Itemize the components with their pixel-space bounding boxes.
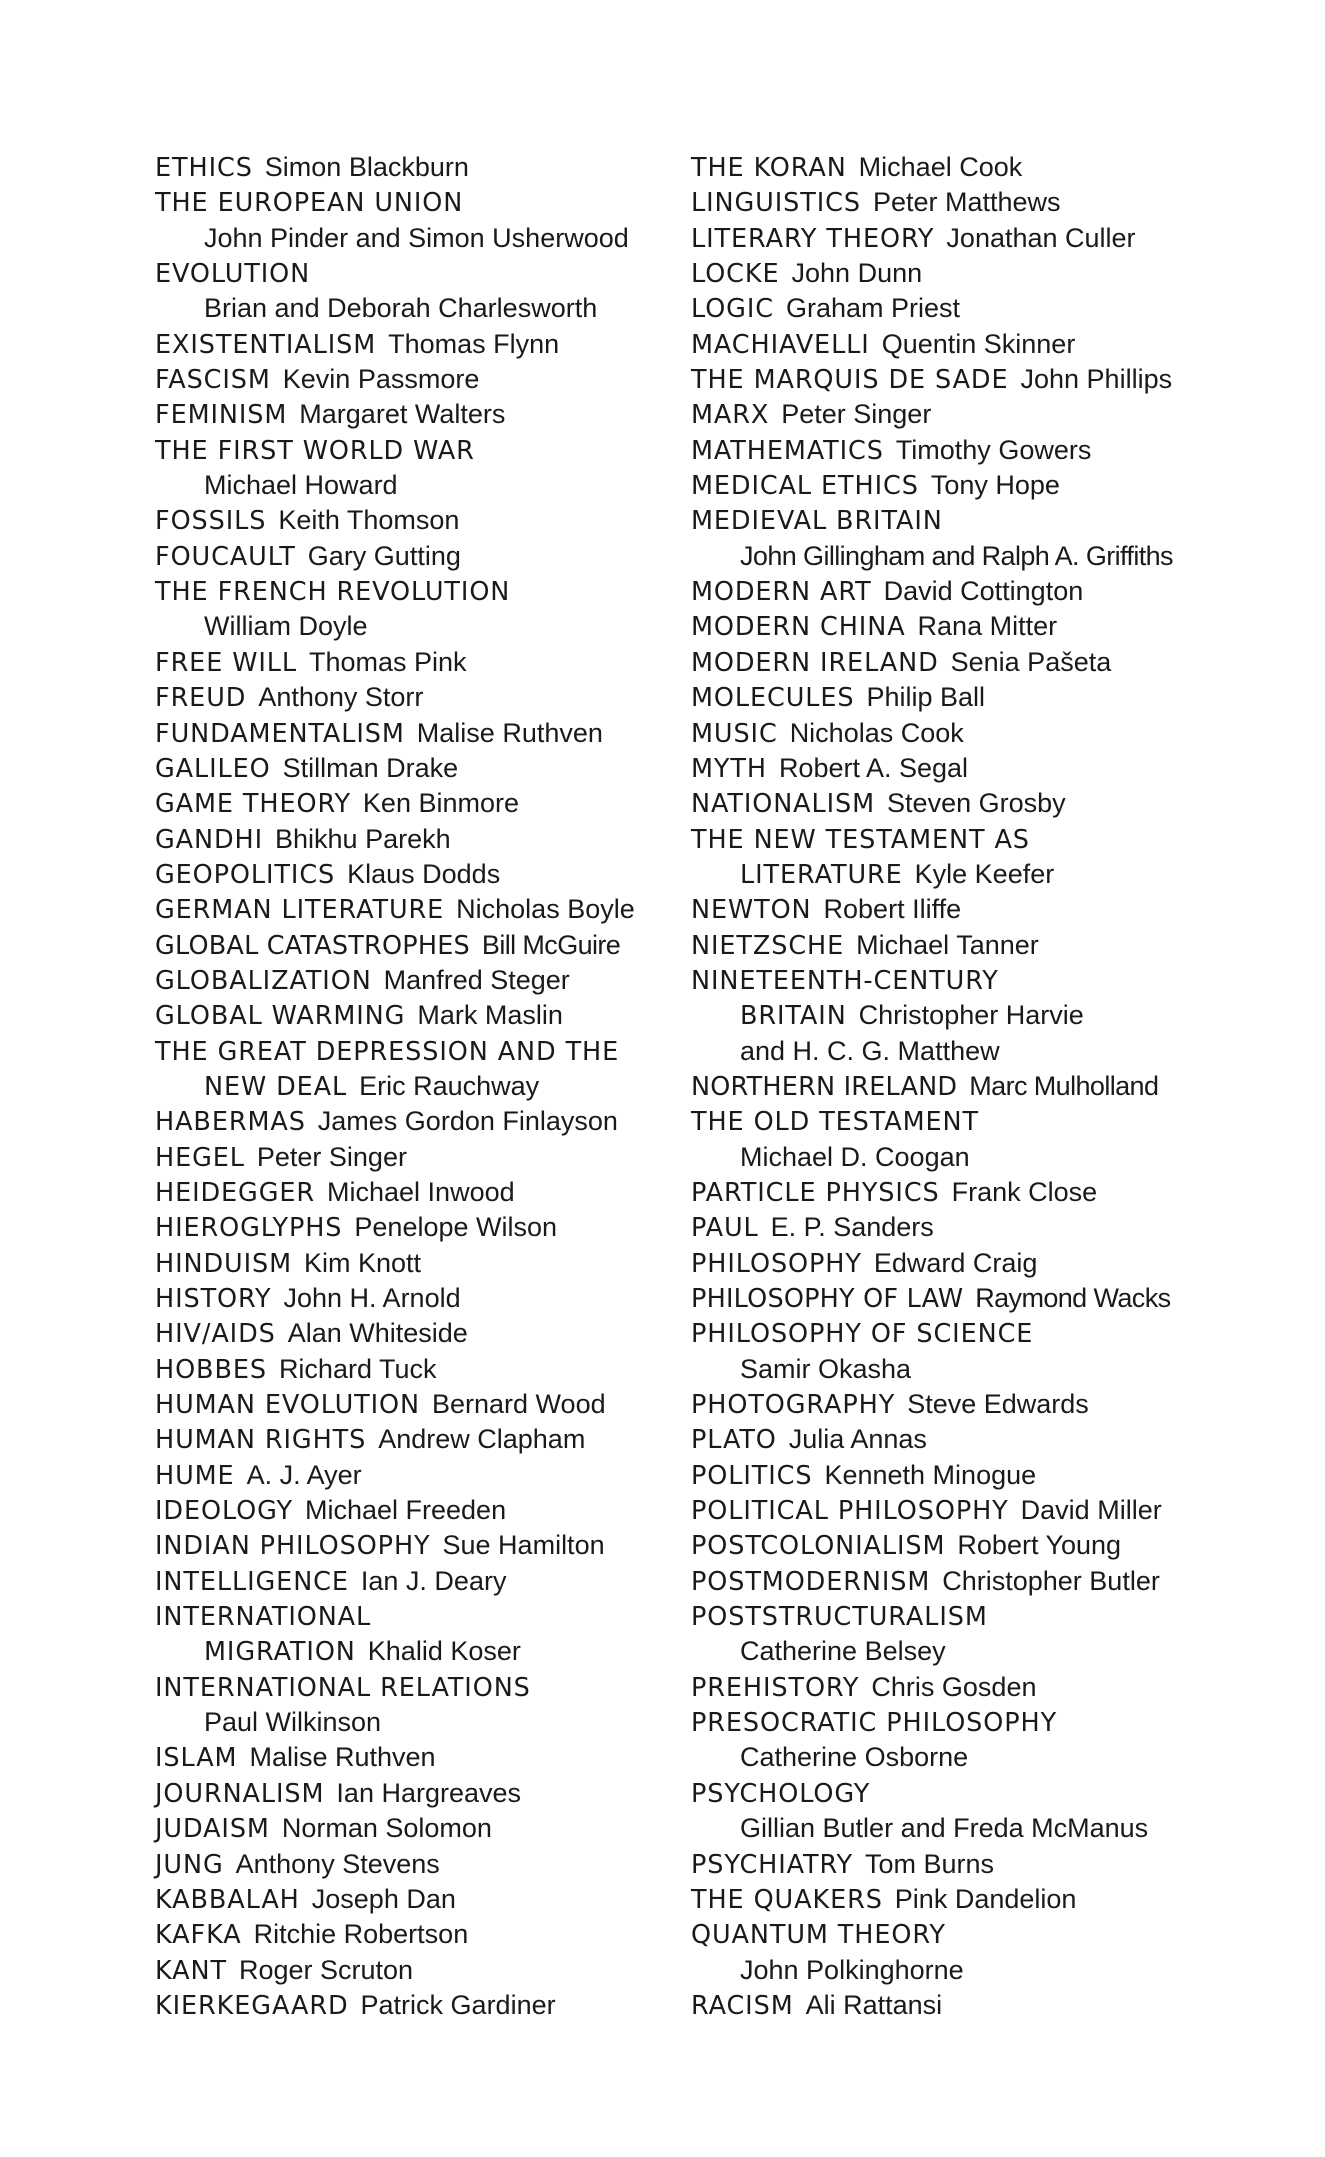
subject-title: FUNDAMENTALISM <box>155 718 405 749</box>
list-item-continuation <box>691 1740 1231 1775</box>
list-item <box>155 256 695 291</box>
subject-title: GEOPOLITICS <box>155 859 336 890</box>
list-item <box>155 822 695 857</box>
subject-title: INDIAN PHILOSOPHY <box>155 1531 431 1562</box>
subject-title: GERMAN LITERATURE <box>155 895 445 926</box>
list-item <box>155 1104 695 1139</box>
list-item <box>155 1599 695 1634</box>
list-item <box>155 963 695 998</box>
author-name: Tony Hope <box>930 470 1060 501</box>
subject-title: POSTCOLONIALISM <box>691 1531 946 1562</box>
subject-title: MEDIEVAL BRITAIN <box>691 506 943 537</box>
subject-title: FASCISM <box>155 365 271 396</box>
author-name: Rana Mitter <box>917 611 1058 642</box>
subject-title: INTERNATIONAL <box>155 1602 372 1633</box>
author-name: Nicholas Cook <box>789 717 964 748</box>
list-item-continuation <box>155 1634 695 1669</box>
author-name: Patrick Gardiner <box>360 1989 556 2020</box>
subject-title: THE OLD TESTAMENT <box>691 1107 979 1138</box>
author-name: Malise Ruthven <box>416 717 603 748</box>
author-name: Robert Young <box>957 1530 1122 1561</box>
subject-title: HINDUISM <box>155 1248 292 1279</box>
list-item <box>691 291 1231 326</box>
subject-title: THE NEW TESTAMENT AS <box>691 824 1030 855</box>
subject-title: HUMAN RIGHTS <box>155 1425 367 1456</box>
author-name: Catherine Osborne <box>740 1742 969 1773</box>
subject-title: GLOBALIZATION <box>155 965 372 996</box>
author-name: Simon Blackburn <box>264 152 469 182</box>
subject-title: HABERMAS <box>155 1107 306 1138</box>
list-item <box>691 1776 1231 1811</box>
list-item <box>155 680 695 715</box>
author-name: Bhikhu Parekh <box>275 823 451 854</box>
list-item <box>691 645 1231 680</box>
list-item <box>691 327 1231 362</box>
subject-title: NIETZSCHE <box>691 930 845 961</box>
author-name: Philip Ball <box>866 682 986 713</box>
list-item <box>155 645 695 680</box>
author-name: Tom Burns <box>864 1848 994 1879</box>
author-name: Ian J. Deary <box>360 1565 507 1596</box>
list-item <box>691 892 1231 927</box>
list-item-continuation <box>691 998 1231 1033</box>
subject-title: HIV/AIDS <box>155 1319 276 1350</box>
author-name: Catherine Belsey <box>740 1636 946 1667</box>
list-item-continuation <box>691 1034 1231 1069</box>
author-name: Gary Gutting <box>307 540 461 571</box>
list-item <box>155 1917 695 1952</box>
subject-title: MODERN IRELAND <box>691 647 939 678</box>
author-name: Richard Tuck <box>278 1353 437 1384</box>
list-item <box>155 928 695 963</box>
list-item <box>155 1670 695 1705</box>
subject-title: FREUD <box>155 683 247 714</box>
author-name: Senia Pašeta <box>950 646 1112 677</box>
subject-title: HIEROGLYPHS <box>155 1213 343 1244</box>
list-item-continuation <box>691 1811 1231 1846</box>
list-item <box>691 397 1231 432</box>
list-item <box>691 1422 1231 1457</box>
list-item-continuation <box>155 468 695 503</box>
subject-title: THE EUROPEAN UNION <box>155 188 464 219</box>
list-item <box>691 574 1231 609</box>
list-item <box>691 609 1231 644</box>
author-name: Manfred Steger <box>383 964 570 995</box>
subject-title: FOUCAULT <box>155 541 296 572</box>
subject-title: THE FIRST WORLD WAR <box>155 435 475 466</box>
list-item <box>155 1281 695 1316</box>
author-name: E. P. Sanders <box>770 1212 934 1243</box>
subject-title: PRESOCRATIC PHILOSOPHY <box>691 1708 1058 1739</box>
list-item <box>691 256 1231 291</box>
author-name: Jonathan Culler <box>946 222 1136 253</box>
author-name: Chris Gosden <box>871 1671 1037 1702</box>
subject-title: THE GREAT DEPRESSION AND THE <box>155 1036 620 1067</box>
list-item <box>155 1458 695 1493</box>
subject-title: HEGEL <box>155 1142 245 1173</box>
author-name: Joseph Dan <box>311 1883 456 1914</box>
list-item <box>691 433 1231 468</box>
list-item <box>691 786 1231 821</box>
subject-title: KAFKA <box>155 1920 242 1951</box>
subject-title: GLOBAL CATASTROPHES <box>155 930 470 961</box>
subject-title: POLITICAL PHILOSOPHY <box>691 1496 1009 1527</box>
author-name: Michael Freeden <box>304 1495 507 1526</box>
author-name: Edward Craig <box>873 1247 1038 1278</box>
author-name: David Cottington <box>883 576 1084 607</box>
subject-title: NATIONALISM <box>691 789 876 820</box>
subject-title: HEIDEGGER <box>155 1177 316 1208</box>
list-item <box>155 716 695 751</box>
list-item <box>155 1140 695 1175</box>
subject-title: LINGUISTICS <box>691 188 861 219</box>
list-item <box>691 963 1231 998</box>
author-name: Robert A. Segal <box>778 752 969 783</box>
author-name: Norman Solomon <box>281 1813 492 1844</box>
subject-title: GALILEO <box>155 753 271 784</box>
list-item <box>155 362 695 397</box>
author-name: Alan Whiteside <box>287 1318 468 1349</box>
author-name: Khalid Koser <box>367 1636 521 1667</box>
list-item <box>691 362 1231 397</box>
subject-title: JOURNALISM <box>155 1778 325 1809</box>
list-item <box>155 1528 695 1563</box>
author-name: John H. Arnold <box>283 1283 461 1313</box>
list-item <box>691 680 1231 715</box>
author-name: Gillian Butler and Freda McManus <box>740 1813 1149 1844</box>
list-item <box>155 1740 695 1775</box>
author-name: Keith Thomson <box>278 505 460 536</box>
subject-title: RACISM <box>691 1990 794 2021</box>
list-item <box>691 1458 1231 1493</box>
list-item-continuation <box>691 1352 1231 1387</box>
subject-title: NINETEENTH-CENTURY <box>691 965 999 996</box>
author-name: Peter Singer <box>256 1141 407 1172</box>
subject-title: FREE WILL <box>155 647 297 678</box>
author-name: Ian Hargreaves <box>336 1777 522 1808</box>
list-item <box>155 327 695 362</box>
list-item <box>691 468 1231 503</box>
subject-title: LOGIC <box>691 294 774 325</box>
subject-title: BRITAIN <box>740 1001 847 1032</box>
author-name: Margaret Walters <box>299 399 506 430</box>
author-name: Michael Tanner <box>856 929 1039 960</box>
subject-title: LITERATURE <box>740 859 903 890</box>
author-name: John Pinder and Simon Usherwood <box>204 222 629 253</box>
author-name: Pink Dandelion <box>894 1883 1077 1914</box>
subject-title: ISLAM <box>155 1743 238 1774</box>
subject-title: MEDICAL ETHICS <box>691 471 919 502</box>
author-name: John Dunn <box>791 258 923 289</box>
list-item <box>155 397 695 432</box>
author-name: Peter Matthews <box>872 187 1061 218</box>
right-column <box>691 150 1231 2023</box>
subject-title: MATHEMATICS <box>691 435 884 466</box>
list-item <box>691 503 1231 538</box>
author-name: Paul Wilkinson <box>204 1707 382 1738</box>
author-name: A. J. Ayer <box>246 1459 362 1490</box>
subject-title: QUANTUM THEORY <box>691 1920 946 1951</box>
author-name: Michael D. Coogan <box>740 1141 970 1172</box>
list-item <box>691 1670 1231 1705</box>
list-item <box>155 539 695 574</box>
subject-title: NORTHERN IRELAND <box>691 1071 958 1102</box>
list-item <box>155 185 695 220</box>
list-item-continuation <box>691 1634 1231 1669</box>
author-name: John Gillingham and Ralph A. Griffiths <box>740 540 1173 571</box>
list-item <box>691 1847 1231 1882</box>
author-name: Mark Maslin <box>417 1000 563 1031</box>
subject-title: IDEOLOGY <box>155 1496 293 1527</box>
subject-title: JUNG <box>155 1849 224 1880</box>
author-name: Michael Inwood <box>327 1176 515 1207</box>
list-item <box>155 1988 695 2023</box>
author-name: Robert Iliffe <box>823 894 962 925</box>
subject-title: THE FRENCH REVOLUTION <box>155 577 511 608</box>
subject-title: MODERN ART <box>691 577 872 608</box>
list-item <box>691 928 1231 963</box>
author-name: William Doyle <box>204 611 368 642</box>
author-name: Graham Priest <box>785 293 961 324</box>
list-item <box>155 574 695 609</box>
subject-title: GAME THEORY <box>155 789 351 820</box>
subject-title: THE KORAN <box>691 153 847 183</box>
subject-title: PHILOSOPHY <box>691 1248 862 1279</box>
list-item <box>691 751 1231 786</box>
left-column <box>155 150 695 2023</box>
subject-title: PARTICLE PHYSICS <box>691 1177 940 1208</box>
list-item <box>691 150 1231 185</box>
author-name: Kevin Passmore <box>282 364 480 395</box>
subject-title: MYTH <box>691 753 767 784</box>
author-name: John Phillips <box>1020 364 1173 395</box>
list-item <box>691 1988 1231 2023</box>
author-name: Kim Knott <box>303 1247 422 1278</box>
author-name: Penelope Wilson <box>354 1212 558 1243</box>
list-item <box>691 716 1231 751</box>
author-name: Ken Binmore <box>362 788 520 819</box>
list-item <box>155 1246 695 1281</box>
list-item <box>691 1599 1231 1634</box>
list-item <box>155 892 695 927</box>
subject-title: HISTORY <box>155 1284 272 1314</box>
subject-title: HUMAN EVOLUTION <box>155 1390 420 1421</box>
list-item <box>155 1422 695 1457</box>
list-item <box>155 751 695 786</box>
list-item <box>691 1528 1231 1563</box>
author-name: Quentin Skinner <box>881 328 1076 359</box>
subject-title: PHILOSOPHY OF SCIENCE <box>691 1319 1034 1350</box>
list-item <box>155 1564 695 1599</box>
list-item-continuation <box>691 1140 1231 1175</box>
subject-title: KABBALAH <box>155 1884 300 1915</box>
author-name: Steve Edwards <box>907 1389 1089 1420</box>
list-item <box>691 1210 1231 1245</box>
subject-title: MARX <box>691 400 770 431</box>
subject-title: POLITICS <box>691 1460 813 1491</box>
author-name: David Miller <box>1020 1495 1162 1526</box>
subject-title: LOCKE <box>691 259 780 290</box>
author-name: James Gordon Finlayson <box>317 1106 618 1137</box>
subject-title: FOSSILS <box>155 506 267 537</box>
author-name: Christopher Harvie <box>858 1000 1084 1031</box>
list-item <box>691 1705 1231 1740</box>
list-item <box>155 150 695 185</box>
subject-title: PSYCHIATRY <box>691 1849 853 1880</box>
list-item <box>691 185 1231 220</box>
list-item <box>691 822 1231 857</box>
list-item <box>155 1847 695 1882</box>
list-item-continuation <box>691 1953 1231 1988</box>
author-name: Brian and Deborah Charlesworth <box>204 293 598 324</box>
subject-title: KIERKEGAARD <box>155 1990 349 2021</box>
author-name: Ritchie Robertson <box>253 1919 469 1950</box>
list-item <box>155 786 695 821</box>
author-name: Thomas Pink <box>308 646 467 677</box>
author-name: Steven Grosby <box>887 788 1066 819</box>
author-name: Christopher Butler <box>942 1565 1160 1596</box>
subject-title: PREHISTORY <box>691 1672 860 1703</box>
list-item <box>155 503 695 538</box>
subject-title: FEMINISM <box>155 400 288 431</box>
subject-title: MACHIAVELLI <box>691 329 870 360</box>
author-name: Anthony Storr <box>258 682 424 713</box>
list-item <box>155 1034 695 1069</box>
list-item <box>691 1917 1231 1952</box>
author-name: Bill McGuire <box>481 929 621 960</box>
subject-title: NEW DEAL <box>204 1071 348 1102</box>
list-item-continuation <box>155 609 695 644</box>
list-item <box>691 1175 1231 1210</box>
list-item <box>691 1564 1231 1599</box>
list-item <box>155 1316 695 1351</box>
list-item <box>691 1316 1231 1351</box>
author-name: Julia Annas <box>788 1424 927 1455</box>
list-item <box>691 221 1231 256</box>
subject-title: EXISTENTIALISM <box>155 329 377 360</box>
list-item <box>155 1882 695 1917</box>
list-item <box>691 1104 1231 1139</box>
list-item <box>691 1882 1231 1917</box>
author-name: Thomas Flynn <box>388 328 560 359</box>
subject-title: MODERN CHINA <box>691 612 906 643</box>
author-name: and H. C. G. Matthew <box>740 1035 1000 1066</box>
subject-title: GLOBAL WARMING <box>155 1001 406 1032</box>
list-item <box>691 1493 1231 1528</box>
list-item-continuation <box>155 1705 695 1740</box>
author-name: Frank Close <box>951 1176 1098 1207</box>
author-name: Stillman Drake <box>282 752 459 783</box>
list-item <box>155 1210 695 1245</box>
subject-title: PHILOSOPHY OF LAW <box>691 1284 964 1314</box>
subject-title: MOLECULES <box>691 683 855 714</box>
author-name: Michael Howard <box>204 470 398 501</box>
author-name: Samir Okasha <box>740 1353 912 1384</box>
author-name: Sue Hamilton <box>442 1530 605 1561</box>
list-item <box>691 1246 1231 1281</box>
author-name: Andrew Clapham <box>378 1424 586 1455</box>
list-item <box>155 1776 695 1811</box>
list-item <box>155 1493 695 1528</box>
subject-title: GANDHI <box>155 824 264 855</box>
author-name: Michael Cook <box>858 152 1023 182</box>
list-item <box>155 1953 695 1988</box>
author-name: Marc Mulholland <box>969 1070 1159 1101</box>
subject-title: MIGRATION <box>204 1637 356 1668</box>
author-name: Kenneth Minogue <box>824 1459 1037 1490</box>
author-name: Kyle Keefer <box>914 858 1055 889</box>
author-name: Raymond Wacks <box>975 1283 1171 1313</box>
subject-title: KANT <box>155 1955 227 1986</box>
subject-title: MUSIC <box>691 718 778 749</box>
author-name: Peter Singer <box>781 399 932 430</box>
list-item <box>691 1281 1231 1316</box>
subject-title: THE QUAKERS <box>691 1884 883 1915</box>
subject-title: PSYCHOLOGY <box>691 1778 871 1809</box>
author-name: Malise Ruthven <box>249 1742 436 1773</box>
subject-title: POSTMODERNISM <box>691 1566 931 1597</box>
list-item <box>155 433 695 468</box>
list-item-continuation <box>691 857 1231 892</box>
subject-title: PLATO <box>691 1425 777 1456</box>
author-name: Eric Rauchway <box>359 1070 540 1101</box>
list-item <box>155 1175 695 1210</box>
subject-title: HUME <box>155 1460 235 1491</box>
subject-title: LITERARY THEORY <box>691 223 935 254</box>
list-item <box>155 998 695 1033</box>
author-name: Ali Rattansi <box>805 1989 943 2020</box>
list-item-continuation <box>691 539 1231 574</box>
list-item <box>691 1387 1231 1422</box>
author-name: Klaus Dodds <box>347 858 501 889</box>
list-item <box>155 857 695 892</box>
subject-title: INTERNATIONAL RELATIONS <box>155 1672 531 1703</box>
subject-title: JUDAISM <box>155 1814 270 1845</box>
author-name: Nicholas Boyle <box>456 894 635 925</box>
list-item-continuation <box>155 1069 695 1104</box>
list-item <box>691 1069 1231 1104</box>
list-item <box>155 1387 695 1422</box>
author-name: Anthony Stevens <box>235 1848 440 1879</box>
author-name: John Polkinghorne <box>740 1954 964 1985</box>
subject-title: PAUL <box>691 1213 759 1244</box>
author-name: Roger Scruton <box>238 1954 414 1985</box>
list-item-continuation <box>155 291 695 326</box>
list-item <box>155 1352 695 1387</box>
author-name: Bernard Wood <box>432 1389 606 1420</box>
subject-title: ETHICS <box>155 153 253 183</box>
list-item <box>155 1811 695 1846</box>
subject-title: HOBBES <box>155 1354 267 1385</box>
list-item-continuation <box>155 221 695 256</box>
subject-title: PHOTOGRAPHY <box>691 1390 896 1421</box>
author-name: Timothy Gowers <box>895 434 1092 465</box>
subject-title: NEWTON <box>691 895 812 926</box>
subject-title: INTELLIGENCE <box>155 1566 349 1597</box>
subject-title: THE MARQUIS DE SADE <box>691 365 1009 396</box>
subject-title: POSTSTRUCTURALISM <box>691 1602 988 1633</box>
subject-title: EVOLUTION <box>155 259 311 290</box>
